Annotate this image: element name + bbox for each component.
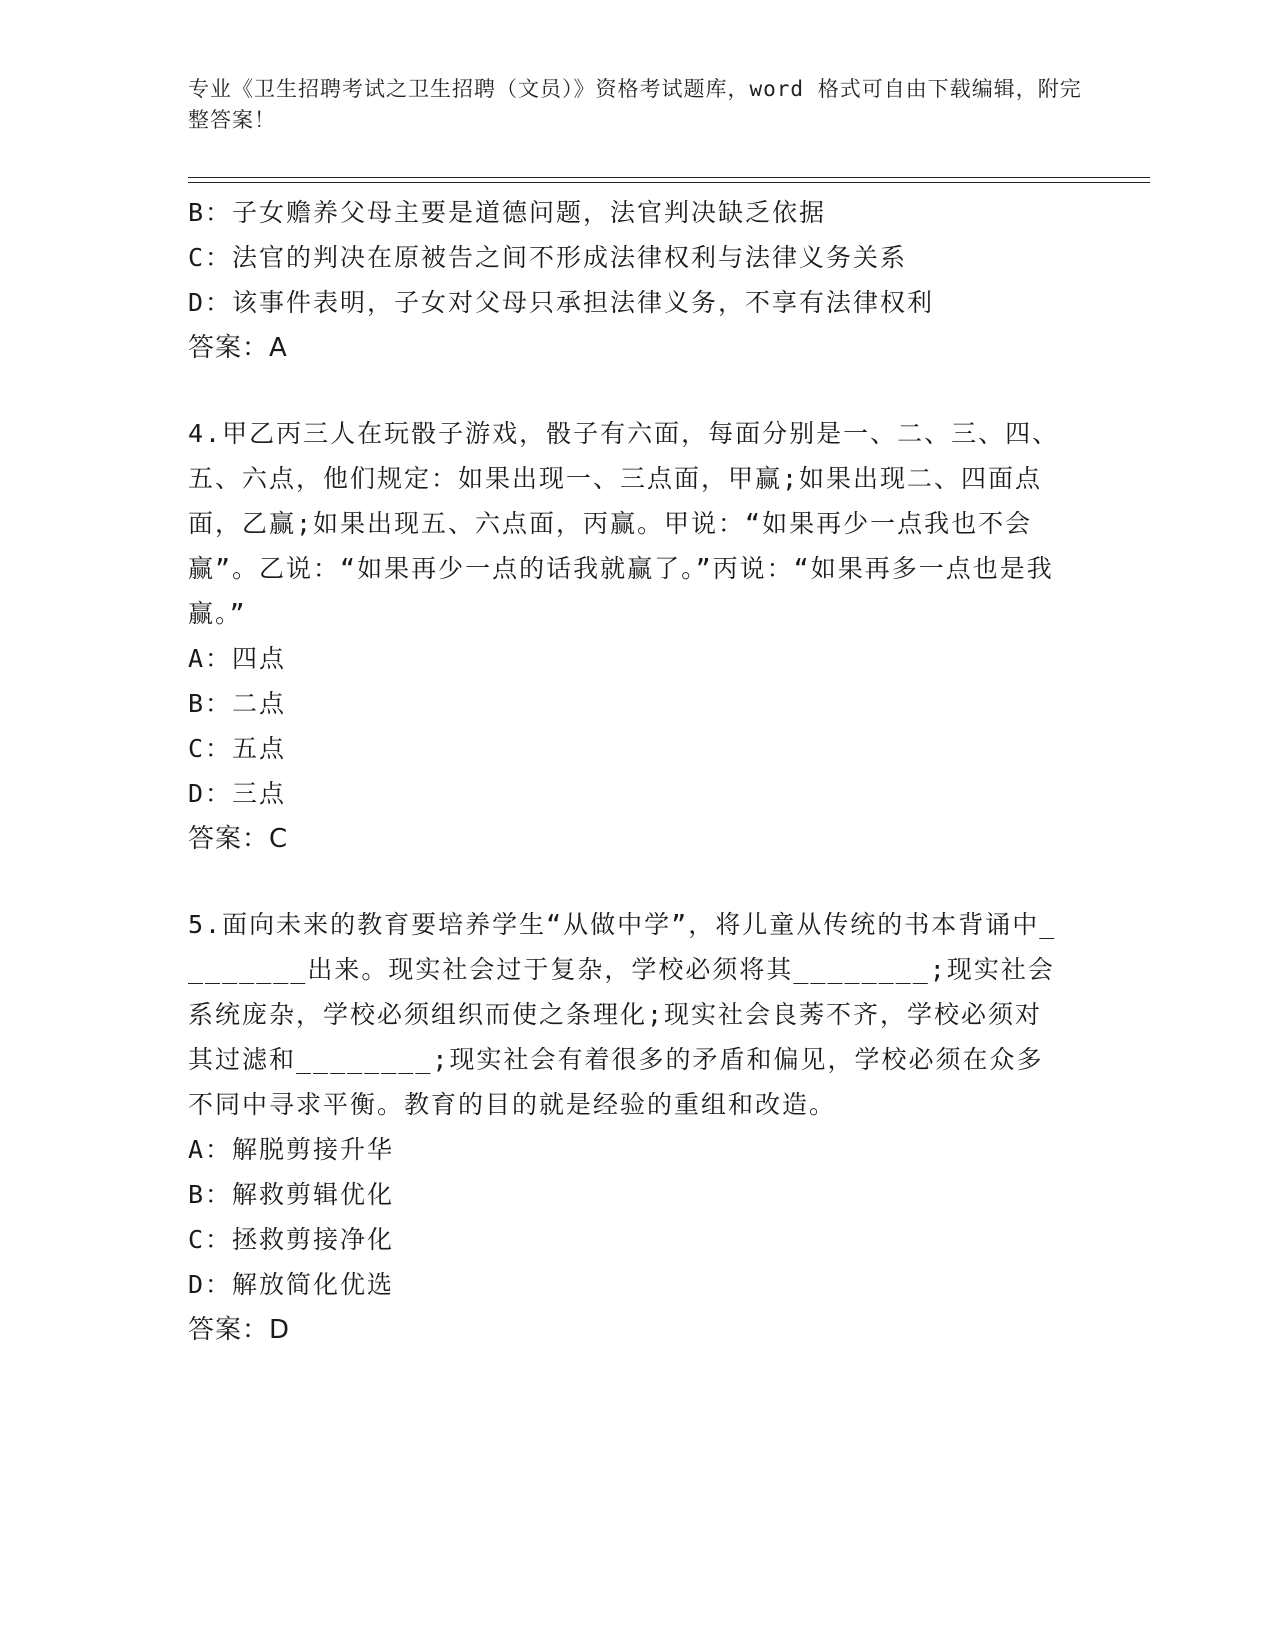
option-b: B：二点 xyxy=(188,689,287,718)
answer-line xyxy=(188,816,1068,861)
question-4 xyxy=(188,411,1068,861)
option-d: D：三点 xyxy=(188,779,287,808)
answer-text: 答案：C xyxy=(188,824,289,854)
page-header: 专业《卫生招聘考试之卫生招聘（文员）》资格考试题库，word 格式可自由下载编辑，附完整答案！ xyxy=(188,77,1082,132)
question-3-tail xyxy=(188,190,1068,370)
header-divider xyxy=(188,177,1150,183)
answer-line xyxy=(188,325,1068,370)
question-stem: 4.甲乙丙三人在玩骰子游戏，骰子有六面，每面分别是一、二、三、四、五、六点，他们规定：如果出现一、三点面，甲赢;如果出现二、四面点面，乙赢;如果出现五、六点面，丙赢。甲说：“如果再少一点我也不会赢”。乙说：“如果再少一点的话我就赢了。”丙说：“如果再多一点也是我赢。” xyxy=(188,419,1060,628)
question-stem: 5.面向未来的教育要培养学生“从做中学”，将儿童从传统的书本背诵中________出来。现实社会过于复杂，学校必须将其________;现实社会系统庞杂，学校必须组织而使之条理化;现实社会良莠不齐，学校必须对其过滤和________;现实社会有着很多的矛盾和偏见，学校必须在众多不同中寻求平衡。教育的目的就是经验的重组和改造。 xyxy=(188,910,1057,1119)
option-d: D：该事件表明，子女对父母只承担法律义务，不享有法律权利 xyxy=(188,288,935,317)
option-c: C：法官的判决在原被告之间不形成法律权利与法律义务关系 xyxy=(188,243,908,272)
option-d: D：解放简化优选 xyxy=(188,1270,395,1299)
answer-text: 答案：D xyxy=(188,1315,291,1345)
question-content xyxy=(188,190,1068,1352)
option-a: A：解脱剪接升华 xyxy=(188,1135,395,1164)
option-b: B：子女赡养父母主要是道德问题，法官判决缺乏依据 xyxy=(188,198,827,227)
spacer xyxy=(188,861,1068,902)
question-5 xyxy=(188,902,1068,1352)
option-c: C：拯救剪接净化 xyxy=(188,1225,395,1254)
option-a: A：四点 xyxy=(188,644,287,673)
answer-text: 答案：A xyxy=(188,333,288,363)
spacer xyxy=(188,370,1068,411)
answer-line xyxy=(188,1307,1068,1352)
option-b: B：解救剪辑优化 xyxy=(188,1180,395,1209)
option-c: C：五点 xyxy=(188,734,287,763)
